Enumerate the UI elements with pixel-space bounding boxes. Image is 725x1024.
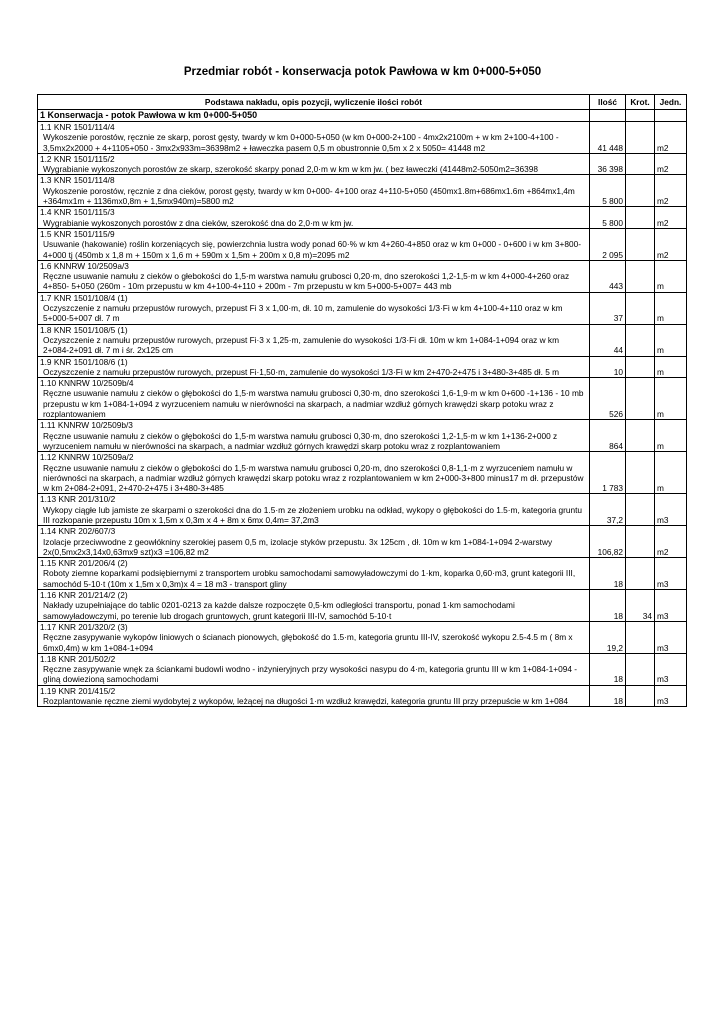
item-description: Roboty ziemne koparkami podsiębiernymi z transportem urobku samochodami samowyładowczymi do 1·km, koparka 0,60·m3, grunt kategorii III, samochód 5-10·t (10m x 1,5m x 0,3m)x 4 = 18 m3 - transport gliny [43, 568, 576, 589]
item-unit: m2 [655, 526, 687, 558]
table-row [38, 653, 687, 685]
item-quantity: 18 [590, 590, 626, 622]
item-code: 1.18 KNR 201/502/2 [40, 653, 116, 664]
item-description-cell [38, 207, 590, 229]
item-description-cell [38, 494, 590, 526]
table-row [38, 175, 687, 207]
table-row [38, 324, 687, 356]
section-row [38, 110, 687, 122]
item-description: Wykoszenie porostów, ręcznie z dna cieków, porost gęsty, twardy w km 0+000- 4+100 oraz 4+110-5+050 (450mx1.8m+686mx1.6m +864mx1,4m +364mx1m + 1136mx0,8m + 1,5mx940m)=5800 m2 [43, 185, 575, 207]
item-unit: m [655, 356, 687, 378]
item-multiplier: 34 [626, 590, 655, 622]
item-code: 1.1 KNR 1501/114/4 [40, 122, 115, 132]
item-description: Rozplantowanie ręczne ziemi wydobytej z wykopów, leżącej na długości 1·m wzdłuż krawędzi, kategoria gruntu III przy przepuście w km 1+084 [43, 696, 569, 707]
table-row [38, 228, 687, 260]
item-description-cell [38, 153, 590, 175]
item-quantity: 5 800 [590, 207, 626, 229]
header-multiplier: Krot. [626, 95, 655, 110]
item-code: 1.2 KNR 1501/115/2 [40, 153, 115, 164]
item-code: 1.6 KNNRW 10/2509a/3 [40, 260, 129, 271]
item-quantity: 5 800 [590, 175, 626, 207]
item-unit: m3 [655, 558, 687, 590]
item-description: Wykopy ciągłe lub jamiste ze skarpami o szerokości dna do 1.5·m ze złożeniem urobku na odkład, wykopy o głębokości do 1.5·m, kategoria gruntu III rozkopanie przepustu 10m x 1,5m x 0,3m x 4 + 8m x 6mx 0,4m= 37,2m3 [43, 504, 583, 525]
item-description-cell [38, 558, 590, 590]
item-code: 1.8 KNR 1501/108/5 (1) [40, 324, 128, 335]
table-row [38, 378, 687, 420]
item-quantity: 864 [590, 420, 626, 452]
table-row [38, 590, 687, 622]
item-quantity: 10 [590, 356, 626, 378]
item-code: 1.12 KNNRW 10/2509a/2 [40, 452, 134, 463]
item-description-cell [38, 260, 590, 292]
item-multiplier [626, 420, 655, 452]
item-multiplier [626, 378, 655, 420]
item-description: Oczyszczenie z namułu przepustów rurowych, przepust Fi·1,50·m, zamulenie do wysokości 1/3·Fi w km 2+470-2+475 i 3+480-3+485 dł. 5 m [43, 366, 560, 377]
item-description: Ręczne usuwanie namułu z cieków o głębokości do 1,5·m warstwa namułu grubosci 0,20·m, dno szerokości 0,8-1,1·m z wyrzuceniem namułu w nierówności na skarpach, a nadmiar wzdłuż górnych krawędzi skarp potoku wraz z rozplantowaniem w km 2+000-3+800 minus17 m dł. przepustów w km 2+084-2+091, 2+470-2+475 i 3+480-3+485 [43, 462, 584, 494]
item-multiplier [626, 356, 655, 378]
item-description-cell [38, 378, 590, 420]
item-code: 1.13 KNR 201/310/2 [40, 494, 116, 505]
table-header-row [38, 95, 687, 110]
item-description-cell [38, 526, 590, 558]
item-multiplier [626, 292, 655, 324]
item-quantity: 106,82 [590, 526, 626, 558]
table-row [38, 122, 687, 154]
item-multiplier [626, 260, 655, 292]
header-unit: Jedn. [655, 95, 687, 110]
item-description-cell [38, 685, 590, 707]
item-description-cell [38, 122, 590, 154]
item-description: Ręczne zasypywanie wnęk za ściankami budowli wodno - inżynieryjnych przy wysokości nasypu do 4·m, kategoria gruntu III w km 1+084-1+094 - gliną dowiezioną samochodami [43, 664, 578, 685]
item-description: Ręczne zasypywanie wykopów liniowych o ścianach pionowych, głębokość do 1.5·m, kategoria gruntu III-IV, szerokość wykopu 2.5-4.5 m ( 8m x 6mx0,4m) w km 1+084-1+094 [43, 632, 573, 653]
item-description: Ręczne usuwanie namułu z cieków o głębokości do 1,5·m warstwa namułu grubosci 0,30·m, dno szerokości 1,6-1,9·m w km 0+600 -1+136 - 10 mb przepustu w km 1+084-1+094 z wyrzuceniem namułu w nierówności na skarpach, a nadmiar wzdłuż górnych krawędzi skarp potoku wraz z rozplantowaniem [43, 388, 584, 420]
item-code: 1.9 KNR 1501/108/6 (1) [40, 356, 128, 367]
item-multiplier [626, 685, 655, 707]
item-quantity: 37 [590, 292, 626, 324]
item-description-cell [38, 621, 590, 653]
item-multiplier [626, 207, 655, 229]
item-quantity: 36 398 [590, 153, 626, 175]
item-code: 1.3 KNR 1501/114/8 [40, 175, 115, 186]
item-multiplier [626, 452, 655, 494]
item-description-cell [38, 356, 590, 378]
item-unit: m3 [655, 494, 687, 526]
item-unit: m3 [655, 653, 687, 685]
item-description-cell [38, 452, 590, 494]
table-row [38, 292, 687, 324]
item-quantity: 18 [590, 653, 626, 685]
item-quantity: 18 [590, 558, 626, 590]
table-row [38, 356, 687, 378]
header-quantity: Ilość [590, 95, 626, 110]
table-row [38, 452, 687, 494]
item-code: 1.16 KNR 201/214/2 (2) [40, 590, 128, 601]
section-empty-cell [626, 110, 655, 122]
item-unit: m [655, 324, 687, 356]
item-description: Oczyszczenie z namułu przepustów rurowych, przepust Fi 3 x 1,00·m, dł. 10 m, zamulenie do wysokości 1/3·Fi w km 4+100-4+110 oraz w km 5+000-5+007 dł. 7 m [43, 303, 563, 324]
table-row [38, 558, 687, 590]
item-code: 1.5 KNR 1501/115/9 [40, 228, 115, 239]
item-description-cell [38, 292, 590, 324]
item-unit: m2 [655, 207, 687, 229]
page-title: Przedmiar robót - konserwacja potok Pawłowa w km 0+000-5+050 [183, 66, 542, 78]
item-description-cell [38, 653, 590, 685]
item-code: 1.14 KNR 202/607/3 [40, 526, 116, 537]
item-description: Izolacje przeciwwodne z geowłókniny szerokiej pasem 0,5 m, izolacje styków przepustu. 3x 125cm , dł. 10m w km 1+084-1+094 2-warstwy 2x(0,5mx2x3,14x0,63mx9 szt)x3 =106,82 m2 [43, 536, 553, 557]
item-multiplier [626, 153, 655, 175]
item-quantity: 44 [590, 324, 626, 356]
item-unit: m3 [655, 685, 687, 707]
item-multiplier [626, 621, 655, 653]
header-description: Podstawa nakładu, opis pozycji, wyliczenie ilości robót [38, 95, 590, 110]
table-row [38, 494, 687, 526]
item-multiplier [626, 526, 655, 558]
item-description-cell [38, 420, 590, 452]
item-multiplier [626, 558, 655, 590]
item-quantity: 1 783 [590, 452, 626, 494]
item-description-cell [38, 175, 590, 207]
item-quantity: 2 095 [590, 228, 626, 260]
item-unit: m2 [655, 228, 687, 260]
item-quantity: 37,2 [590, 494, 626, 526]
item-code: 1.4 KNR 1501/115/3 [40, 207, 115, 218]
table-row [38, 526, 687, 558]
section-empty-cell [590, 110, 626, 122]
section-empty-cell [655, 110, 687, 122]
table-row [38, 685, 687, 707]
item-unit: m2 [655, 175, 687, 207]
item-quantity: 18 [590, 685, 626, 707]
item-unit: m2 [655, 153, 687, 175]
table-row [38, 153, 687, 175]
cost-estimate-table [37, 94, 687, 707]
item-multiplier [626, 122, 655, 154]
item-code: 1.17 KNR 201/320/2 (3) [40, 621, 128, 632]
item-unit: m [655, 420, 687, 452]
item-description: Ręczne usuwanie namułu z cieków o głebokości do 1,5·m warstwa namułu grubosci 0,20·m, dno szerokości 1,2-1,5·m w km 4+000-4+260 oraz 4+850- 5+050 (260m - 10m przepustu w km 4+100-4+110 + 200m - 7m przepustu w km 5+000-5+007= 443 mb [43, 271, 570, 292]
table-row [38, 420, 687, 452]
item-quantity: 443 [590, 260, 626, 292]
item-description: Usuwanie (hakowanie) roślin korzeniących się, powierzchnia lustra wody ponad 60·% w km 4+260-4+850 oraz w km 0+000 - 0+600 i w km 3+800-4+000 tj (450mb x 1,8 m + 150m x 1,6 m + 590m x 1,5m + 200m x 0,8 m)=2095 m2 [43, 239, 581, 260]
item-description: Wygrabianie wykoszonych porostów z dna cieków, szerokość dna do 2,0·m w km jw. [43, 217, 354, 228]
item-description: Wykoszenie porostów, ręcznie ze skarp, porost gęsty, twardy w km 0+000-5+050 (w km 0+000-2+100 - 4mx2x2100m + w km 2+100-4+100 - 3,5mx2x2000 + 4+1105+050 - 3mx2x933m=36398m2 + ławeczka pasem 0,5 m obustronnie 0,5m x 2 x 5050= 41448 m2 [43, 132, 559, 153]
item-multiplier [626, 175, 655, 207]
item-unit: m [655, 260, 687, 292]
section-title: 1 Konserwacja - potok Pawłowa w km 0+000-5+050 [38, 110, 590, 122]
item-description: Wygrabianie wykoszonych porostów ze skarp, szerokość skarpy ponad 2,0·m w km w km jw. ( bez ławeczki (41448m2-5050m2=36398 [43, 164, 538, 175]
item-code: 1.19 KNR 201/415/2 [40, 685, 116, 696]
item-description-cell [38, 590, 590, 622]
item-description-cell [38, 228, 590, 260]
table-row [38, 621, 687, 653]
item-unit: m3 [655, 590, 687, 622]
item-multiplier [626, 494, 655, 526]
item-code: 1.7 KNR 1501/108/4 (1) [40, 292, 128, 303]
item-quantity: 526 [590, 378, 626, 420]
item-multiplier [626, 324, 655, 356]
item-code: 1.11 KNNRW 10/2509b/3 [40, 420, 133, 431]
item-unit: m [655, 452, 687, 494]
item-unit: m3 [655, 621, 687, 653]
item-description: Oczyszczenie z namułu przepustów rurowych, przepust Fi·3 x 1,25·m, zamulenie do wysokości 1/3·Fi dł. 10m w km 1+084-1+094 oraz w km 2+084-2+091 dł. 7 m i śr. 2x125 cm [43, 334, 559, 356]
table-row [38, 260, 687, 292]
item-quantity: 41 448 [590, 122, 626, 154]
item-unit: m [655, 378, 687, 420]
item-unit: m2 [655, 122, 687, 154]
table-row [38, 207, 687, 229]
item-multiplier [626, 228, 655, 260]
item-multiplier [626, 653, 655, 685]
item-unit: m [655, 292, 687, 324]
item-code: 1.10 KNNRW 10/2509b/4 [40, 378, 134, 389]
item-description: Ręczne usuwanie namułu z cieków o głębokości do 1,5·m warstwa namułu grubosci 0,30·m, dno szerokości 1,2-1,5·m w km 1+136-2+000 z wyrzuceniem namułu w nierówności na skarpach, a nadmiar wzdłuż górnych krawędzi skarp potoku wraz z rozplantowaniem [43, 430, 558, 451]
item-description: Nakłady uzupełniające do tablic 0201-0213 za każde dalsze rozpoczęte 0,5·km odległości transportu, ponad 1·km samochodami samowyładowczymi, po terenie lub drogach gruntowych, grunt kategorii III-IV, samochód 5-10·t [43, 600, 515, 621]
item-quantity: 19,2 [590, 621, 626, 653]
item-description-cell [38, 324, 590, 356]
item-code: 1.15 KNR 201/206/4 (2) [40, 558, 128, 569]
